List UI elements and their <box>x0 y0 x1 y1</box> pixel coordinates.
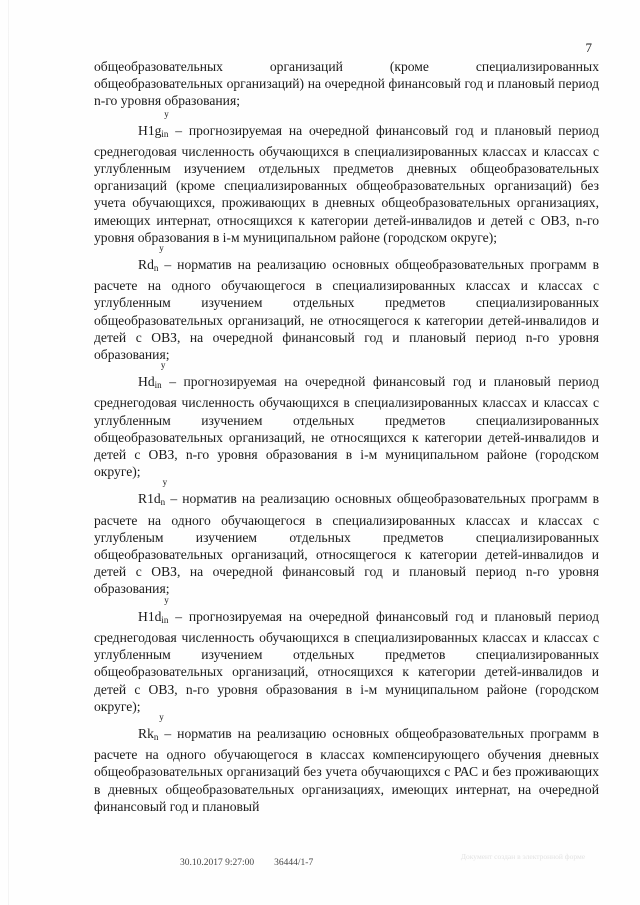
symbol-base: H1g <box>138 122 162 138</box>
definition-text: – норматив на реализацию основных общеобразовательных программ в расчете на одного обучающегося в классах компенсирующего обучения дневных общеобразовательных организаций без учета обучающихся с РАС и без проживающих в дневных общеобразовательных организациях, имеющих интернат, на очередной финансовый год и плановый <box>94 725 599 814</box>
symbol-subscript: n <box>153 731 159 742</box>
definition-text: – норматив на реализацию основных общеобразовательных программ в расчете на одного обучающегося в специализированных классах и классах с углубленным изучением отдельных предметов специализированных общеобразовательных организаций, не относящегося к категории детей-инвалидов и детей с ОВЗ, на очередной финансовый год и плановый период n-го уровня образования; <box>94 257 599 363</box>
symbol-subscript: in <box>161 128 169 139</box>
definition-text: – норматив на реализацию основных общеобразовательных программ в расчете на одного обучающегося в специализированных классах и классах с углубленым изучением отдельных предметов специализированных общеобразовательных организаций, относящегося к категории детей-инвалидов и детей с ОВЗ, на очередной финансовый год и плановый период n-го уровня образования; <box>94 491 599 597</box>
symbol-base: Rd <box>138 257 154 273</box>
document-body <box>94 58 599 825</box>
symbol-subscript: in <box>154 380 162 391</box>
symbol-h1d <box>116 594 169 629</box>
symbol-base: R1d <box>138 491 161 507</box>
symbol-superscript: у <box>164 108 169 119</box>
symbol-h1g <box>116 108 169 143</box>
definition-text: – прогнозируемая на очередной финансовый год и плановый период среднегодовая численность обучающихся в специализированных классах и классах с углубленным изучением отдельных предметов специализированных общеобразовательных организаций, не относящихся к категории детей-инвалидов и детей с ОВЗ, n-го уровня образования в i-м муниципальном районе (городском округе); <box>94 374 599 480</box>
definition-h1d <box>94 594 599 715</box>
symbol-subscript: n <box>160 497 166 508</box>
symbol-superscript: у <box>162 477 168 488</box>
symbol-r1d <box>116 477 168 511</box>
definition-rk <box>94 711 599 815</box>
definition-h1g <box>94 108 599 246</box>
symbol-rk <box>116 711 164 746</box>
definition-r1d <box>94 477 599 597</box>
symbol-base: H1d <box>138 608 162 624</box>
symbol-superscript: у <box>160 360 166 371</box>
page-number: 7 <box>585 40 592 55</box>
definition-hd <box>94 360 599 480</box>
definition-rd <box>94 243 599 363</box>
symbol-base: Hd <box>138 374 155 390</box>
definition-text: – прогнозируемая на очередной финансовый год и плановый период среднегодовая численность обучающихся в специализированных классах и классах с углубленным изучением отдельных предметов дневных общеобразовательных организаций (кроме специализированных общеобразовательных организаций) без учета обучающихся, проживающих в дневных общеобразовательных организациях, имеющих интернат, относящихся к категории детей-инвалидов и детей с ОВЗ, n-го уровня образования в i-м муниципальном районе (городском округе); <box>94 122 599 245</box>
footer-doc-id: 36444/1-7 <box>274 858 314 868</box>
faint-watermark: Документ создан в электронной форме <box>460 852 586 861</box>
symbol-base: Rk <box>138 725 154 741</box>
symbol-subscript: n <box>153 263 159 274</box>
footer-datetime: 30.10.2017 9:27:00 <box>180 858 255 868</box>
symbol-hd <box>116 360 166 394</box>
symbol-rd <box>116 243 164 277</box>
intro-paragraph: общеобразовательных организаций (кроме специализированных общеобразовательных организаций) на очередной финансовый год и плановый период n-го уровня образования; <box>94 59 599 109</box>
scan-margin-line <box>8 0 9 905</box>
definition-text: – прогнозируемая на очередной финансовый год и плановый период среднегодовая численность обучающихся в специализированных классах и классах с углубленным изучением отдельных предметов специализированных общеобразовательных организаций, относящихся к категории детей-инвалидов и детей с ОВЗ, n-го уровня образования в i-м муниципальном районе (городском округе); <box>94 608 599 714</box>
page-footer <box>180 858 313 868</box>
symbol-subscript: in <box>161 614 169 625</box>
symbol-superscript: у <box>164 594 169 605</box>
symbol-superscript: у <box>159 243 164 254</box>
symbol-superscript: у <box>159 711 164 722</box>
